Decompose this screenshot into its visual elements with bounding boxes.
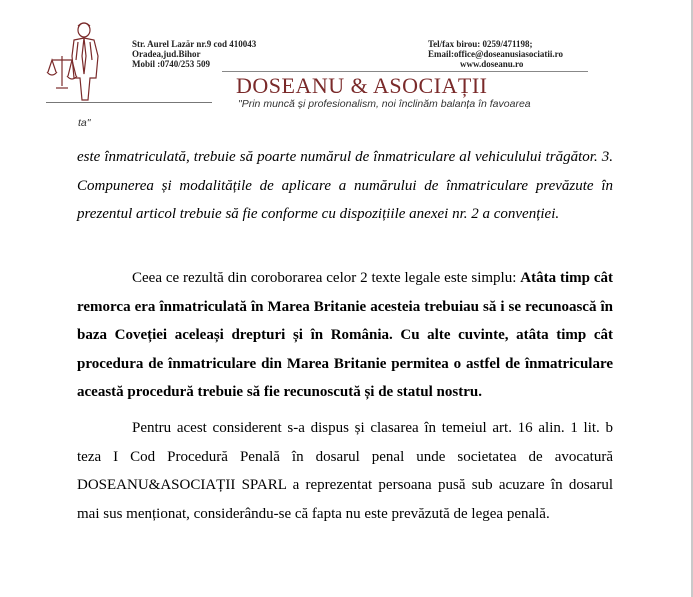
paragraph-2-bold: Atâta timp cât remorca era înmatriculată în Marea Britanie acesteia trebuiau să i se recunoască în baza Coveției aceleași drepturi și în România. Cu alte cuvinte, atâta timp cât procedura de înmatriculare din Marea Britanie permitea o astfel de înmatriculare această procedură trebuie să fie recunoscută și de statul nostru. (77, 270, 613, 400)
address-right (428, 39, 563, 69)
contact-phone: Tel/fax birou: 0259/471198; (428, 39, 533, 49)
contact-email: Email:office@doseanusiasociatii.ro (428, 49, 563, 59)
address-city: Oradea,jud.Bihor (132, 49, 201, 59)
paragraph-2 (77, 264, 613, 407)
lawyer-with-scales-icon (38, 16, 118, 104)
tagline: "Prin muncă și profesionalism, noi înclinăm balanța în favoarea (238, 98, 531, 110)
tagline-continuation: ta" (78, 117, 91, 129)
header-left-rule (46, 102, 212, 103)
address-left (132, 39, 256, 69)
address-mobile: Mobil :0740/253 509 (132, 59, 210, 69)
firm-name: DOSEANU & ASOCIAȚII (236, 73, 488, 98)
contact-website: www.doseanu.ro (460, 59, 524, 69)
paragraph-2-intro: Ceea ce rezultă din coroborarea celor 2 texte legale este simplu: (132, 270, 521, 286)
paragraph-1: este înmatriculată, trebuie să poarte numărul de înmatriculare al vehiculului trăgător. 3. Compunerea și modalitățile de aplicare a numărului de înmatriculare prevăzute în prezentul articol trebuie să fie conforme cu dispozițiile anexei nr. 2 a convenției. (77, 149, 613, 222)
address-street: Str. Aurel Lazăr nr.9 cod 410043 (132, 39, 257, 49)
paragraph-3: Pentru acest considerent s-a dispus și clasarea în temeiul art. 16 alin. 1 lit. b teza I Cod Procedură Penală în dosarul penal unde societatea de avocatură DOSEANU&ASOCIAȚII SPARL a reprezentat persoana pusă sub acuzare în dosarul mai sus menționat, considerându-se că fapta nu este prevăzută de legea penală. (77, 420, 613, 522)
header-rule (222, 71, 588, 72)
